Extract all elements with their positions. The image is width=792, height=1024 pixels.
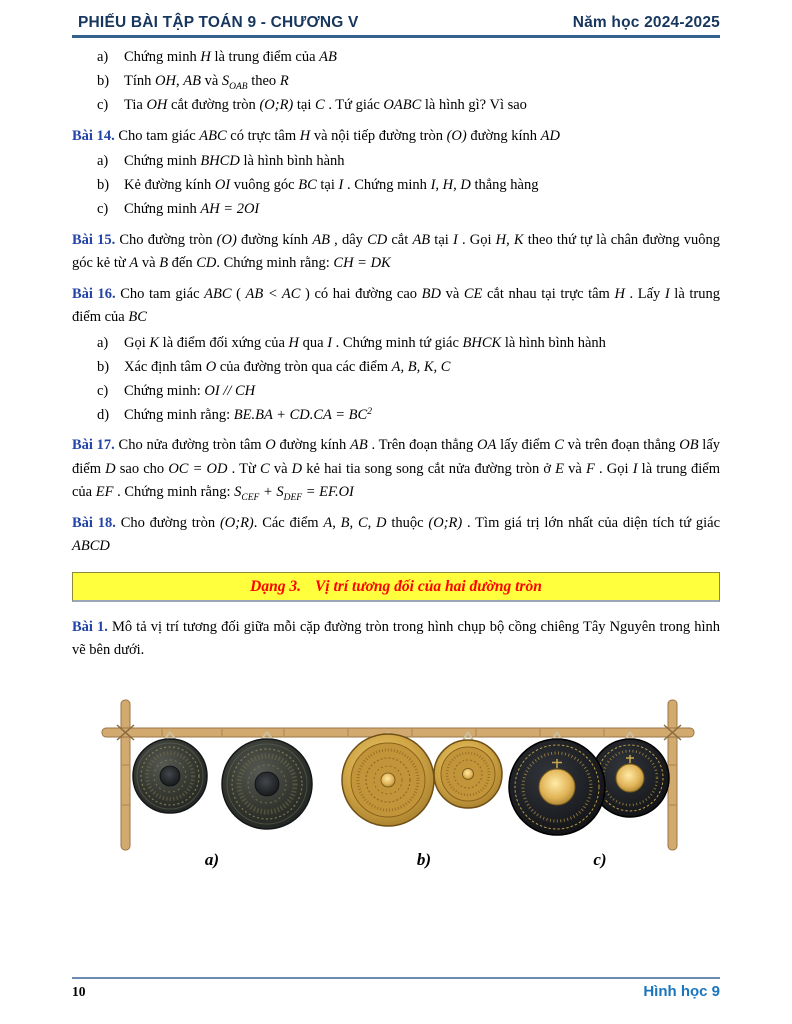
text-run: tại xyxy=(316,177,339,194)
text-run: DEF xyxy=(283,493,303,504)
math-expression: BD xyxy=(421,285,441,302)
text-run: . Các điểm xyxy=(253,514,324,531)
math-expression: C xyxy=(554,437,564,454)
exercise-list-part1 xyxy=(72,38,720,559)
text-run: Tia xyxy=(124,97,147,114)
gong-pair-c xyxy=(509,739,669,835)
problem-number: Bài 18. xyxy=(72,514,116,531)
math-expression: BC xyxy=(298,177,317,194)
math-expression: AB xyxy=(183,73,201,90)
item-text xyxy=(124,70,720,93)
item-marker: b) xyxy=(97,73,110,90)
page-footer xyxy=(72,977,720,1000)
text-run: Chứng minh xyxy=(124,49,201,65)
exercise-problem xyxy=(72,512,720,559)
text-run: . Gọi xyxy=(457,231,496,248)
math-expression: OABC xyxy=(383,97,422,114)
math-expression: OH xyxy=(155,73,176,90)
math-expression: BHCK xyxy=(462,334,502,351)
text-run: và xyxy=(269,460,292,477)
item-marker: c) xyxy=(97,97,109,114)
math-expression: C xyxy=(315,97,325,114)
text-run: và xyxy=(200,73,222,90)
text-run: Chứng minh: xyxy=(124,382,205,399)
gong-rack-drawing xyxy=(72,685,720,885)
math-expression: R xyxy=(279,73,289,90)
math-expression: EF xyxy=(95,484,114,501)
text-run: sao cho xyxy=(115,460,169,477)
text-run: theo xyxy=(247,73,280,90)
item-text xyxy=(124,46,720,69)
text-run: là trung điểm của xyxy=(72,460,721,501)
math-expression: D xyxy=(105,460,116,477)
gong-rack-figure xyxy=(72,685,720,885)
item-marker: c) xyxy=(97,382,109,399)
item-text xyxy=(124,150,720,173)
dark-gong-small xyxy=(133,739,207,813)
math-expression: I xyxy=(632,460,638,477)
section-banner xyxy=(72,572,720,602)
item-text xyxy=(124,332,720,355)
figure-label-c: c) xyxy=(593,849,607,869)
text-run: tại xyxy=(430,231,453,248)
text-run: lấy điểm xyxy=(496,437,555,454)
text-run: Cho nửa đường tròn tâm xyxy=(118,437,266,454)
math-expression: AB xyxy=(312,231,331,248)
math-expression: = EF.OI xyxy=(302,484,354,501)
page-number: 10 xyxy=(72,984,86,999)
math-expression: D xyxy=(291,460,303,477)
math-expression: H xyxy=(200,49,211,65)
header-right-title: Năm học 2024-2025 xyxy=(572,14,720,31)
bamboo-left-post xyxy=(121,700,130,850)
text-run: Xác định tâm xyxy=(124,358,206,375)
math-expression: B xyxy=(159,255,169,272)
text-run: là điểm đối xứng của xyxy=(159,334,289,351)
text-run: Chứng minh xyxy=(124,201,201,218)
item-marker: a) xyxy=(97,49,109,65)
text-run: Tính xyxy=(124,73,156,90)
page-header xyxy=(72,0,720,38)
math-expression: I xyxy=(664,285,670,302)
item-marker: b) xyxy=(97,177,110,194)
math-expression: CD xyxy=(367,231,388,248)
math-expression: (O) xyxy=(446,127,467,144)
text-run: và trên đoạn thẳng xyxy=(563,437,680,454)
math-expression: I, H, D xyxy=(430,177,471,194)
item-marker: c) xyxy=(97,201,109,218)
math-expression: BHCD xyxy=(200,153,240,170)
math-expression: (O;R) xyxy=(259,97,294,114)
item-text xyxy=(124,174,720,197)
gong-pair-a xyxy=(133,739,312,829)
math-expression: BE.BA + CD.CA = BC xyxy=(233,407,368,424)
text-run: . Chứng minh xyxy=(343,177,431,194)
text-run: Cho đường tròn xyxy=(120,514,220,531)
math-expression: H xyxy=(299,127,311,144)
math-expression: I xyxy=(452,231,458,248)
exercise-subitem xyxy=(72,380,720,403)
math-expression: (O;R) xyxy=(428,514,463,531)
exercise-subitem xyxy=(72,356,720,379)
math-expression: K xyxy=(149,334,160,351)
exercise-problem xyxy=(72,434,720,504)
text-run: kẻ hai tia song song cắt nửa đường tròn ở xyxy=(302,460,556,477)
exercise-subitem xyxy=(72,150,720,173)
item-marker: d) xyxy=(97,407,110,424)
text-run: Kẻ đường kính xyxy=(124,177,215,194)
text-run: là trung điểm của xyxy=(72,285,720,326)
text-run: . Từ xyxy=(227,460,261,477)
text-run: Chứng minh rằng: xyxy=(124,407,234,424)
text-run: Cho tam giác xyxy=(120,285,205,302)
text-run: Gọi xyxy=(124,334,150,351)
text-run: là hình bình hành xyxy=(501,334,606,351)
text-run: theo thứ tự là chân đường vuông góc kẻ từ xyxy=(72,231,721,272)
math-expression: AB xyxy=(412,231,431,248)
math-expression: I xyxy=(327,334,333,351)
text-run: ( xyxy=(231,285,246,302)
text-run: vuông góc xyxy=(230,177,299,194)
item-marker: a) xyxy=(97,334,109,351)
math-expression: AD xyxy=(540,127,561,144)
exercise-problem xyxy=(72,283,720,330)
item-text xyxy=(124,198,720,221)
text-run: thuộc xyxy=(386,514,429,531)
text-run: . Tìm giá trị lớn nhất của diện tích tứ giác xyxy=(462,514,721,531)
dark-gong-large xyxy=(222,739,312,829)
text-run: , xyxy=(175,73,184,90)
item-marker: b) xyxy=(97,358,110,375)
math-expression: + S xyxy=(259,484,284,501)
text-run: đến xyxy=(168,255,197,272)
text-run: OAB xyxy=(229,82,248,93)
text-run: đường kính xyxy=(466,127,541,144)
gold-gong-large xyxy=(342,734,434,826)
text-run: và xyxy=(441,285,464,302)
text-run: đường kính xyxy=(275,437,351,454)
banner-title: Vị trí tương đối của hai đường tròn xyxy=(314,577,542,595)
math-expression: O xyxy=(205,358,217,375)
item-text xyxy=(124,94,720,117)
math-expression: A, B, K, C xyxy=(391,358,451,375)
math-expression: ABC xyxy=(204,285,232,302)
exercise-subitem xyxy=(72,174,720,197)
math-expression: ABCD xyxy=(72,538,110,555)
text-run: Cho tam giác xyxy=(118,127,200,144)
text-run: . Chứng minh rằng: xyxy=(113,484,235,501)
figure-label-b: b) xyxy=(416,849,432,869)
text-run: và nội tiếp đường tròn xyxy=(310,127,447,144)
text-run: cắt xyxy=(387,231,413,248)
text-run: đường kính xyxy=(236,231,313,248)
text-run: CEF xyxy=(241,493,260,504)
exercise-problem xyxy=(72,229,720,276)
text-run: qua xyxy=(299,334,328,351)
text-run: và xyxy=(564,460,587,477)
item-text xyxy=(124,404,720,427)
text-run: Chứng minh xyxy=(124,153,201,170)
text-run: là hình gì? Vì sao xyxy=(421,97,527,114)
exercise-subitem xyxy=(72,46,720,69)
math-expression: H xyxy=(288,334,299,351)
math-expression: S xyxy=(234,484,242,501)
math-expression: CH = DK xyxy=(333,255,391,272)
text-run: cắt đường tròn xyxy=(167,97,260,114)
text-run: có trực tâm xyxy=(226,127,300,144)
text-run: . Tứ giác xyxy=(324,97,384,114)
exercise-problem xyxy=(72,125,720,148)
math-expression: H, K xyxy=(495,231,524,248)
text-run: . Chứng minh tứ giác xyxy=(332,334,463,351)
math-expression: AB xyxy=(350,437,368,454)
math-expression: OA xyxy=(477,437,497,454)
math-expression: OI // CH xyxy=(204,382,256,399)
math-expression: CE xyxy=(463,285,483,302)
math-expression: OC = OD xyxy=(168,460,228,477)
math-expression: A, B, C, D xyxy=(323,514,387,531)
math-expression: ABC xyxy=(199,127,227,144)
banner-label: Dạng 3. xyxy=(250,577,301,595)
math-expression: BC xyxy=(128,309,147,326)
book-title: Hình học 9 xyxy=(643,983,720,1000)
header-left-title: PHIẾU BÀI TẬP TOÁN 9 - CHƯƠNG V xyxy=(78,14,359,31)
exercise-subitem xyxy=(72,94,720,117)
problem-number: Bài 14. xyxy=(72,127,115,144)
item-marker: a) xyxy=(97,153,109,170)
text-run: là hình bình hành xyxy=(239,153,345,170)
math-expression: CD xyxy=(196,255,217,272)
math-expression: AH = 2OI xyxy=(200,201,260,218)
problem-number: Bài 16. xyxy=(72,285,116,302)
text-run: . Gọi xyxy=(594,460,633,477)
text-run: của đường tròn qua các điểm xyxy=(216,358,392,375)
math-expression: I xyxy=(338,177,344,194)
text-run: Mô tả vị trí tương đối giữa mỗi cặp đường tròn trong hình chụp bộ cồng chiêng Tây Nguyên trong hình vẽ bên dưới. xyxy=(72,618,720,659)
math-expression: S xyxy=(221,73,230,90)
text-run: . Chứng minh rằng: xyxy=(216,255,334,272)
exercise-subitem xyxy=(72,404,720,427)
math-expression: OH xyxy=(146,97,168,114)
text-run: thẳng hàng xyxy=(470,177,539,194)
math-expression: (O;R) xyxy=(219,514,254,531)
exercise-subitem xyxy=(72,198,720,221)
text-run: lấy điểm xyxy=(72,437,721,477)
math-expression: A xyxy=(129,255,139,272)
text-run: và xyxy=(138,255,160,272)
math-expression: E xyxy=(555,460,565,477)
problem-number: Bài 1. xyxy=(72,618,108,635)
exercise-problem xyxy=(72,616,720,663)
math-expression: C xyxy=(260,460,270,477)
math-expression: O xyxy=(265,437,276,454)
text-run: , dây xyxy=(330,231,368,248)
text-run: . Trên đoạn thẳng xyxy=(367,437,478,454)
math-expression: AB xyxy=(319,49,337,65)
figure-label-a: a) xyxy=(204,849,220,869)
text-run: Cho đường tròn xyxy=(119,231,217,248)
math-expression: (O) xyxy=(216,231,237,248)
exercise-list-part2 xyxy=(72,602,720,663)
exercise-subitem xyxy=(72,70,720,93)
problem-number: Bài 15. xyxy=(72,231,116,248)
text-run: 2 xyxy=(367,407,372,418)
text-run: là trung điểm của xyxy=(210,49,320,65)
exercise-subitem xyxy=(72,332,720,355)
item-text xyxy=(124,380,720,403)
math-expression: OB xyxy=(679,437,699,454)
text-run: cắt nhau tại trực tâm xyxy=(482,285,615,302)
item-text xyxy=(124,356,720,379)
text-run: ) có hai đường cao xyxy=(300,285,422,302)
math-expression: H xyxy=(614,285,625,302)
math-expression: AB < AC xyxy=(245,285,301,302)
problem-number: Bài 17. xyxy=(72,437,115,454)
text-run: . Lấy xyxy=(624,285,665,302)
gong-pair-b xyxy=(342,734,502,826)
black-gold-gong-large xyxy=(509,739,605,835)
math-expression: OI xyxy=(214,177,231,194)
text-run: tại xyxy=(293,97,316,114)
gold-gong-small xyxy=(434,740,502,808)
math-expression: F xyxy=(586,460,595,477)
